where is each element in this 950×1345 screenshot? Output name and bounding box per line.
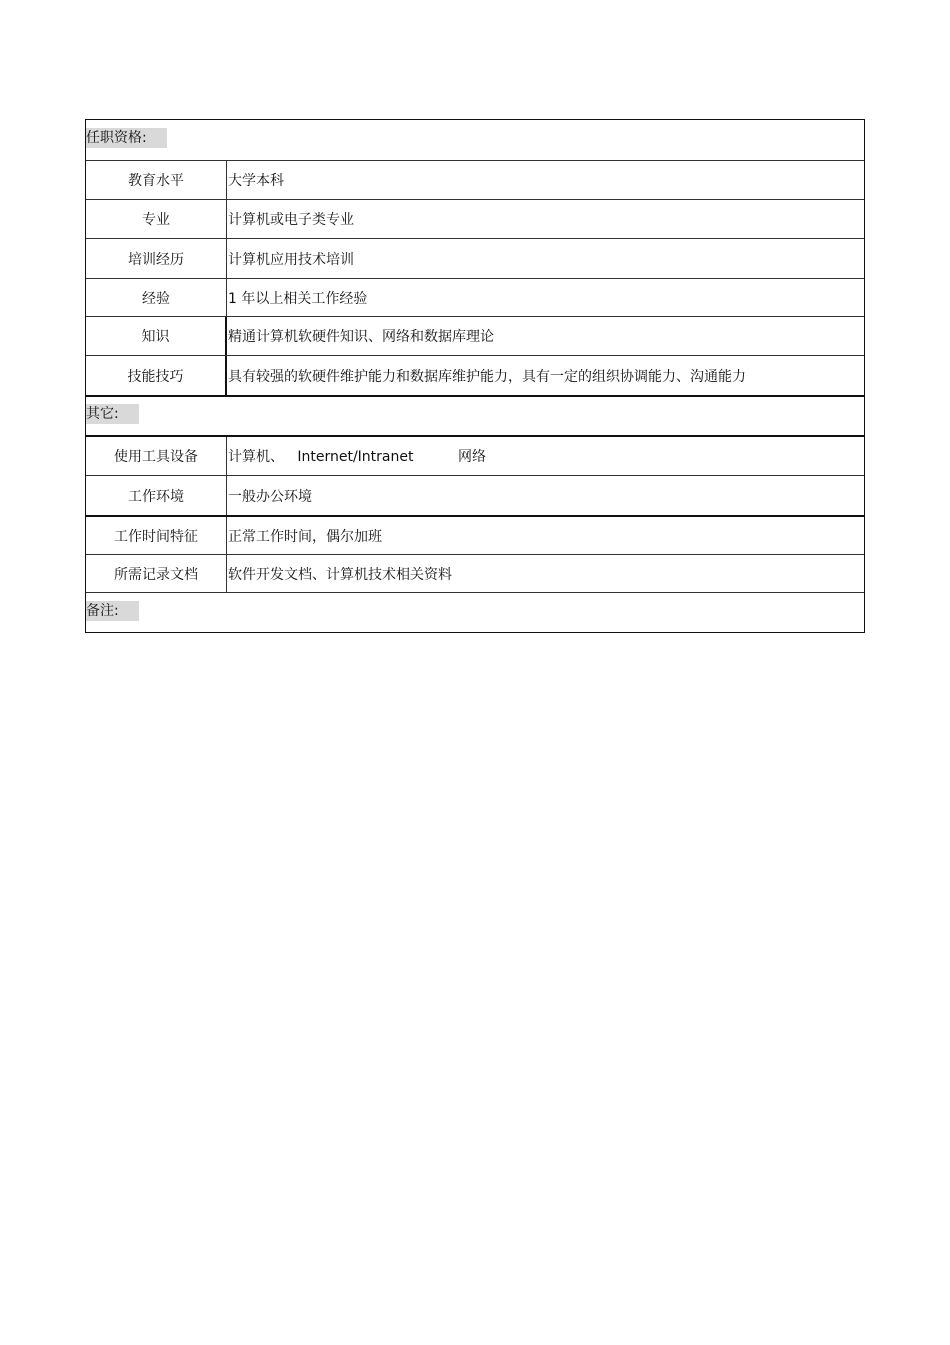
other-title: 其它: bbox=[86, 404, 139, 424]
row-value: 软件开发文档、计算机技术相关资料 bbox=[228, 566, 452, 583]
row-label: 专业 bbox=[86, 200, 227, 238]
job-requirements-table bbox=[85, 119, 865, 633]
row-value: 1 年以上相关工作经验 bbox=[228, 290, 368, 307]
row-value: 一般办公环境 bbox=[228, 488, 312, 505]
other-section-header bbox=[86, 395, 864, 435]
qualifications-section-header bbox=[86, 120, 864, 160]
remarks-title: 备注: bbox=[86, 601, 139, 621]
table-row bbox=[86, 238, 864, 278]
row-value: 计算机应用技术培训 bbox=[228, 251, 354, 268]
row-label: 使用工具设备 bbox=[86, 437, 227, 475]
row-value: 具有较强的软硬件维护能力和数据库维护能力，具有一定的组织协调能力、沟通能力 bbox=[228, 368, 746, 385]
row-label: 培训经历 bbox=[86, 239, 227, 278]
row-value: 计算机或电子类专业 bbox=[228, 212, 354, 228]
row-label: 教育水平 bbox=[86, 161, 227, 199]
table-row bbox=[86, 554, 864, 592]
row-label: 工作环境 bbox=[86, 476, 227, 515]
row-value: 计算机、 Internet/Intranet 网络 bbox=[228, 449, 486, 465]
row-label: 经验 bbox=[86, 279, 227, 316]
row-value: 正常工作时间，偶尔加班 bbox=[228, 528, 382, 545]
row-label: 知识 bbox=[86, 317, 227, 355]
table-row bbox=[86, 435, 864, 475]
table-row bbox=[86, 316, 864, 355]
remarks-section-header bbox=[86, 592, 864, 632]
table-row bbox=[86, 355, 864, 395]
table-row bbox=[86, 199, 864, 238]
row-value: 大学本科 bbox=[228, 173, 284, 189]
table-row bbox=[86, 515, 864, 554]
qualifications-title: 任职资格: bbox=[86, 128, 167, 148]
row-value: 精通计算机软硬件知识、网络和数据库理论 bbox=[228, 329, 494, 345]
row-label: 工作时间特征 bbox=[86, 517, 227, 554]
row-label: 所需记录文档 bbox=[86, 555, 227, 592]
row-label: 技能技巧 bbox=[86, 356, 227, 395]
table-row bbox=[86, 160, 864, 199]
table-row bbox=[86, 278, 864, 316]
table-row bbox=[86, 475, 864, 515]
